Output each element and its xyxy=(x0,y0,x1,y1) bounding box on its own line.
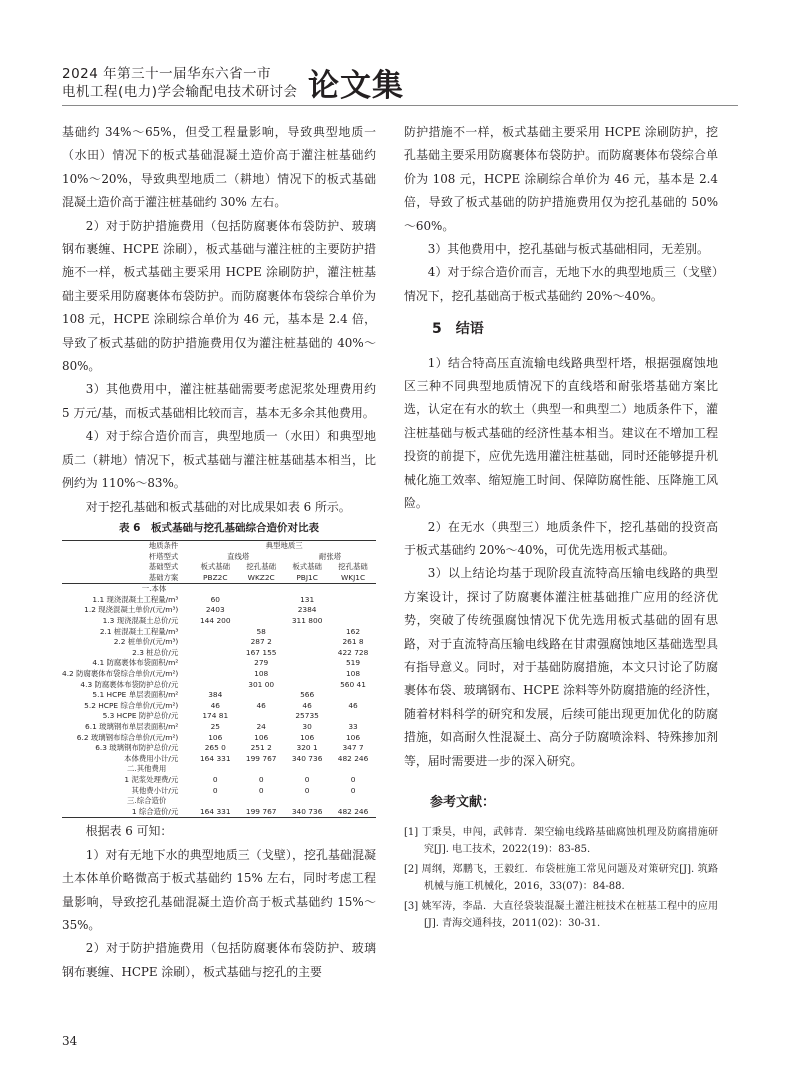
conclusion-3: 3）以上结论均基于现阶段直流特高压输电线路的典型方案设计，探讨了防腐裹体灌注桩基础推广应用的经济优势，突破了传统强腐蚀情况下优先选用板式基础的固有思路，对于直流特高压输电线路在甘肃强腐蚀地区基础选型具有指导意义。同时，对于基础防腐措施，本文只讨论了防腐裹体布袋、玻璃钢布、HCPE 涂料等外防腐措施的经济性，随着材料科学的研究和发展，后续可能出现更加优化的防腐措施，如高耐久性混凝土、高分子防腐喷涂料、特殊掺加剂等，届时需要进一步的深入研究。 xyxy=(404,566,718,768)
table-cell: 519 xyxy=(345,658,361,668)
table-row xyxy=(62,796,376,807)
table-row-label: 三.综合造价 xyxy=(127,796,167,806)
table-row-label: 2.3 桩总价/元 xyxy=(132,647,179,657)
table-cell: 560 41 xyxy=(340,679,366,689)
table-cell xyxy=(238,764,284,775)
right-paragraph-3: 4）对于综合造价而言，无地下水的典型地质三（戈壁）情况下，挖孔基础高于板式基础约 20%～40%。 xyxy=(404,265,718,303)
table-cell xyxy=(284,669,330,680)
table-cell: 164 331 xyxy=(192,807,238,818)
table-row xyxy=(62,584,376,595)
table-cell: 131 xyxy=(300,594,315,604)
table-cell: 60 xyxy=(210,594,220,604)
table-cell: 0 xyxy=(212,785,218,795)
table-cell xyxy=(330,616,376,627)
table-row xyxy=(62,754,376,765)
table-header-plan-2: WKZ2C xyxy=(238,573,284,584)
left-paragraph-4: 4）对于综合造价而言，典型地质一（水田）和典型地质二（耕地）情况下，板式基础与灌注桩基础基本相当，比例约为 110%～83%。 xyxy=(62,429,376,491)
table-cell xyxy=(238,796,284,807)
table-cell xyxy=(192,637,238,648)
table-header-foundation: 基础型式 xyxy=(148,562,179,572)
table-row-label: 5.2 HCPE 综合单价/(元/m²) xyxy=(84,700,179,710)
reference-item: [3] 姚军涛，李晶．大直径袋装混凝土灌注桩技术在桩基工程中的应用[J]. 青海交通科技，2011(02)：30-31. xyxy=(404,901,718,930)
table-cell: 340 736 xyxy=(291,753,323,763)
table-row-label: 4.2 防腐裹体布袋综合单价/(元/m²) xyxy=(62,669,179,679)
table-cell: 33 xyxy=(348,722,358,731)
header-conference-line2: 电机工程(电力)学会输配电技术研讨会 xyxy=(62,84,298,100)
table-header-plan-3: PBJ1C xyxy=(284,573,330,584)
table-row-label: 1.3 现浇混凝土总价/元 xyxy=(102,616,179,626)
left-paragraph-1: 基础约 34%～65%，但受工程量影响，导致典型地质一（水田）情况下的板式基础混凝土造价高于灌注桩基础约 10%～20%，导致典型地质二（耕地）情况下的板式基础混凝土造价高于灌注桩基础约 30% 左右。 xyxy=(62,125,376,210)
table-cell: 301 00 xyxy=(248,679,275,689)
table-cell: 340 736 xyxy=(284,807,330,818)
table-cell xyxy=(284,627,330,638)
table-row xyxy=(62,605,376,616)
reference-item: [2] 周纲，郑鹏飞，王毅红．布袋桩施工常见问题及对策研究[J]. 筑路机械与施工机械化，2016，33(07)：84-88. xyxy=(404,864,718,893)
table-header-plan: 基础方案 xyxy=(62,573,192,584)
table-cell: 46 xyxy=(210,700,220,710)
right-paragraph-1: 防护措施不一样，板式基础主要采用 HCPE 涂刷防护，挖孔基础主要采用防腐裹体布袋防护。而防腐裹体布袋综合单价为 108 元，HCPE 涂刷综合单价为 46 元，基本是 2.4 倍，导致了板式基础的防护措施费用仅为挖孔基础的 50%～60%。 xyxy=(404,125,718,233)
header-conference-line1: 2024 年第三十一届华东六省一市 xyxy=(62,66,272,82)
table-cell: 58 xyxy=(256,626,266,636)
table-cell: 106 xyxy=(254,732,269,742)
table-cell: 108 xyxy=(254,669,269,679)
table-cell xyxy=(192,796,238,807)
table-row xyxy=(62,711,376,722)
table-cell: 0 xyxy=(350,785,356,795)
table-cell xyxy=(284,637,330,648)
table-cell: 320 1 xyxy=(296,743,318,753)
table-cell: 164 331 xyxy=(199,753,231,763)
table-cell xyxy=(238,584,284,595)
table-cell xyxy=(192,648,238,659)
table-row xyxy=(62,701,376,712)
table-row-label: 4.1 防腐裹体布袋面积/m² xyxy=(92,658,179,668)
left-paragraph-3: 3）其他费用中，灌注桩基础需要考虑泥浆处理费用约 5 万元/基，而板式基础相比较而言，基本无多余其他费用。 xyxy=(62,382,376,420)
table-cell xyxy=(238,595,284,606)
left-paragraph-5: 对于挖孔基础和板式基础的对比成果如表 6 所示。 xyxy=(85,499,351,514)
table-header-foundation-2: 挖孔基础 xyxy=(246,562,276,572)
table-cell: 311 800 xyxy=(291,616,323,626)
table-cell: 566 xyxy=(300,690,315,700)
table-row xyxy=(62,722,376,733)
table-row xyxy=(62,733,376,744)
page-header xyxy=(62,58,742,102)
table-cell xyxy=(330,711,376,722)
table-cell xyxy=(192,669,238,680)
header-collection-title: 论文集 xyxy=(308,68,404,104)
table-row xyxy=(62,764,376,775)
table-6-caption: 表 6 板式基础与挖孔基础综合造价对比表 xyxy=(119,521,319,534)
table-row xyxy=(62,658,376,669)
table-header-straight-tower: 直线塔 xyxy=(227,551,250,561)
conclusion-2: 2）在无水（典型三）地质条件下，挖孔基础的投资高于板式基础约 20%～40%，可优先选用板式基础。 xyxy=(404,519,718,557)
header-rule xyxy=(62,105,738,106)
conclusion-1: 1）结合特高压直流输电线路典型杆塔，根据强腐蚀地区三种不同典型地质情况下的直线塔和耐张塔基础方案比选，认定在有水的软土（典型一和典型二）地质条件下，灌注桩基础与板式基础的经济性基本相当。建议在不增加工程投资的前提下，应优先选用灌注桩基础，同时还能够提升机械化施工效率、缩短施工时间、保障防腐性能、压降施工风险。 xyxy=(404,355,718,511)
table-row-label: 6.3 玻璃钢布防护总价/元 xyxy=(95,743,179,753)
table-row-label: 4.3 防腐裹体布袋防护总价/元 xyxy=(80,679,179,689)
table-cell: 261 8 xyxy=(342,637,364,647)
table-cell: 24 xyxy=(256,722,266,731)
table-row-label: 1.2 现浇混凝土单价/(元/m³) xyxy=(84,605,179,615)
table-cell xyxy=(192,680,238,691)
table-row xyxy=(62,669,376,680)
table-row-label: 2.1 桩混凝土工程量/m³ xyxy=(99,626,179,636)
table-header-plan-1: PBZ2C xyxy=(192,573,238,584)
table-cell: 144 200 xyxy=(199,616,231,626)
table-cell: 2403 xyxy=(205,605,225,615)
table-cell: 174 81 xyxy=(202,711,229,721)
table-header-foundation-1: 板式基础 xyxy=(200,562,231,572)
table-row xyxy=(62,595,376,606)
table-row-label: 6.1 玻璃钢布单层表面积/m² xyxy=(85,722,179,731)
table-cell xyxy=(330,764,376,775)
table-cell: 422 728 xyxy=(337,647,369,657)
table-row-label: 5.1 HCPE 单层表面积/m² xyxy=(92,690,179,700)
table-cell: 0 xyxy=(304,785,310,795)
table-cell xyxy=(330,584,376,595)
table-header-geo-value: 典型地质三 xyxy=(192,540,376,551)
table-cell: 0 xyxy=(258,785,264,795)
table-cell: 46 xyxy=(256,700,266,710)
table-cell: 265 0 xyxy=(204,743,226,753)
table-cell: 0 xyxy=(258,774,264,784)
table-row xyxy=(62,807,376,818)
table-cell: 46 xyxy=(302,700,312,710)
table-cell: 162 xyxy=(345,626,361,636)
table-cell xyxy=(238,605,284,616)
table-cell: 106 xyxy=(208,732,223,742)
table-cell xyxy=(192,584,238,595)
table-cell: 2384 xyxy=(297,605,317,615)
section-5-heading: 5 结语 xyxy=(432,321,484,338)
table-row-label: 1 泥浆处理费/元 xyxy=(124,774,179,784)
table-row-label: 2.2 桩单价/(元/m³) xyxy=(113,637,179,647)
table-row xyxy=(62,648,376,659)
table-cell xyxy=(238,690,284,701)
table-cell xyxy=(284,796,330,807)
table-row-label: 本体费用小计/元 xyxy=(124,753,179,763)
table-row xyxy=(62,743,376,754)
table-cell: 384 xyxy=(208,690,223,700)
table-row xyxy=(62,690,376,701)
references-heading: 参考文献： xyxy=(430,794,496,810)
table-cell xyxy=(192,627,238,638)
table-row xyxy=(62,627,376,638)
table-cell: 199 767 xyxy=(238,807,284,818)
table-cell xyxy=(330,796,376,807)
table-cell xyxy=(284,584,330,595)
table-cell: 0 xyxy=(304,774,310,784)
table-cell: 46 xyxy=(348,700,358,710)
table-cell xyxy=(192,764,238,775)
table-row-label: 一.本体 xyxy=(141,584,167,594)
table-header-foundation-4: 挖孔基础 xyxy=(338,562,368,572)
table-cell: 482 246 xyxy=(337,753,369,763)
table-cell: 199 767 xyxy=(245,753,277,763)
table-cell: 30 xyxy=(302,722,312,731)
table-cell xyxy=(238,711,284,722)
table-cell: 482 246 xyxy=(330,807,376,818)
table-cell: 25 xyxy=(210,722,220,731)
left-paragraph-8: 2）对于防护措施费用（包括防腐裹体布袋防护、玻璃钢布裹缠、HCPE 涂刷），板式基础与挖孔的主要 xyxy=(62,941,376,979)
table-cell: 251 2 xyxy=(250,743,272,753)
table-cell: 106 xyxy=(345,732,361,742)
left-paragraph-7: 1）对有无地下水的典型地质三（戈壁），挖孔基础混凝土本体单价略微高于板式基础约 15% 左右，同时考虑工程量影响，导致挖孔基础混凝土造价高于板式基础约 15%～35%。 xyxy=(62,847,376,932)
table-cell xyxy=(192,658,238,669)
table-cell: 0 xyxy=(350,774,356,784)
table-row xyxy=(62,616,376,627)
table-cell xyxy=(330,690,376,701)
table-cell: 25735 xyxy=(295,711,319,721)
table-cell xyxy=(238,616,284,627)
table-cell: 106 xyxy=(300,732,315,742)
table-row-label: 1.1 现浇混凝土工程量/m³ xyxy=(92,594,179,604)
table-row-label: 6.2 玻璃钢布综合单价/(元/m²) xyxy=(76,732,179,742)
table-cell xyxy=(284,658,330,669)
table-row-label: 二.其他费用 xyxy=(127,764,167,774)
table-row-label: 1 综合造价/元 xyxy=(62,807,192,818)
table-cell xyxy=(330,605,376,616)
left-paragraph-6: 根据表 6 可知： xyxy=(85,824,173,839)
table-cell xyxy=(284,764,330,775)
table-row-label: 5.3 HCPE 防护总价/元 xyxy=(102,711,179,721)
table-row xyxy=(62,680,376,691)
left-column xyxy=(62,121,376,984)
right-paragraph-2: 3）其他费用中，挖孔基础与板式基础相同，无差别。 xyxy=(427,242,709,257)
table-header-geo: 地质条件 xyxy=(62,540,192,551)
table-row xyxy=(62,775,376,786)
table-header-foundation-3: 板式基础 xyxy=(292,562,322,572)
table-header-tension-tower: 耐张塔 xyxy=(318,551,342,561)
table-cell: 279 xyxy=(254,658,269,668)
table-6 xyxy=(62,540,376,818)
table-row xyxy=(62,786,376,797)
table-cell: 0 xyxy=(212,774,218,784)
left-paragraph-2: 2）对于防护措施费用（包括防腐裹体布袋防护、玻璃钢布裹缠、HCPE 涂刷），板式基础与灌注桩的主要防护措施不一样，板式基础主要采用 HCPE 涂刷防护，灌注桩基础主要采用防腐裹体布袋防护。而防腐裹体布袋综合单价为 108 元，HCPE 涂刷综合单价为 46 元，基本是 2.4 倍，导致了板式基础的防护措施费用仅为灌注桩基础的 40%～80%。 xyxy=(62,218,376,374)
table-cell xyxy=(284,680,330,691)
reference-item: [1] 丁秉昊，申闯，武韩青．架空输电线路基础腐蚀机理及防腐措施研究[J]. 电工技术，2022(19)：83-85. xyxy=(404,827,718,856)
table-header-plan-4: WKJ1C xyxy=(330,573,376,584)
right-column xyxy=(404,121,718,935)
table-cell: 287 2 xyxy=(250,637,272,647)
page-number: 34 xyxy=(62,1034,78,1048)
table-cell: 347 7 xyxy=(342,743,364,753)
table-row xyxy=(62,637,376,648)
table-cell: 167 155 xyxy=(245,647,277,657)
table-cell xyxy=(284,648,330,659)
table-cell xyxy=(330,595,376,606)
table-row-label: 其他费小计/元 xyxy=(131,785,179,795)
table-cell: 108 xyxy=(345,669,361,679)
table-header-tower: 杆塔型式 xyxy=(148,551,179,561)
